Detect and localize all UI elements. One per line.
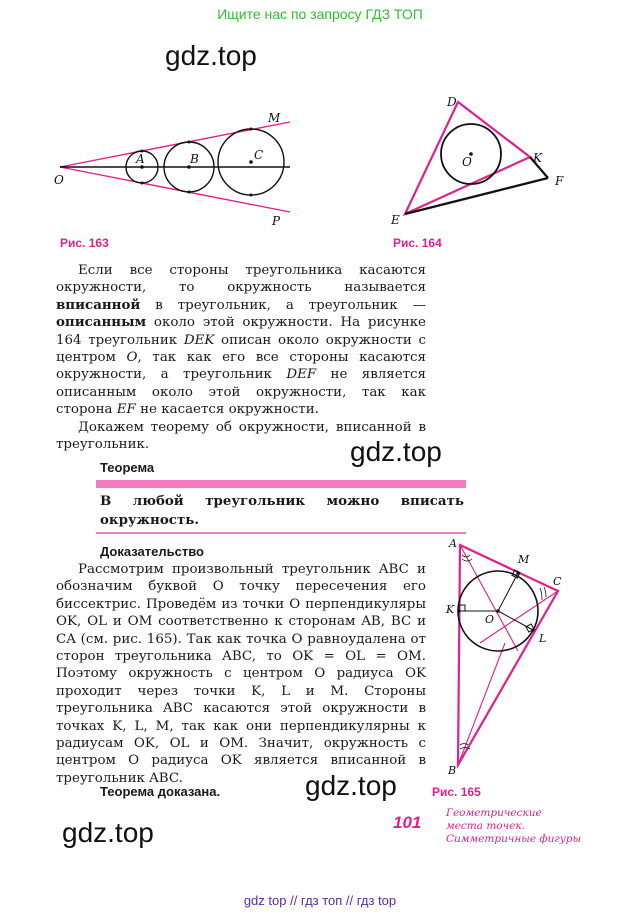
- label-O: O: [485, 613, 495, 626]
- proof-title: Доказательство: [100, 544, 204, 559]
- label-K: K: [533, 151, 542, 165]
- side-note-line: Симметричные фигуры: [446, 833, 582, 845]
- label-A: A: [136, 152, 145, 166]
- theorem-bar: [96, 480, 466, 488]
- paragraph-intro: Докажем теорему об окружности, вписанной в треугольник.: [56, 419, 426, 453]
- label-B: B: [448, 764, 457, 777]
- figure-164: [385, 92, 575, 232]
- label-O: O: [54, 173, 64, 187]
- watermark: gdz.top: [350, 436, 442, 467]
- label-K: K: [446, 603, 455, 616]
- theorem-statement: В любой треугольник можно вписать окружность.: [100, 493, 464, 528]
- caption-fig-163: Рис. 163: [60, 236, 109, 250]
- figure-165: [440, 533, 570, 778]
- proof-text: Рассмотрим произвольный треугольник ABC и обозначим буквой O точку пересечения его биссектрис. Проведём из точки O перпендикуляры OK, OL и OM соответственно к сторонам AB, BC и CA (см. рис. 165). Так как точка O равноудалена от сторон треугольника ABC, то OK = OL = OM. Поэтому окружность с центром O радиуса OK проходит через точки K, L и M. Стороны треугольника ABC касаются этой окружности в точках K, L, M, так как они перпендикулярны к радиусам OK, OL и OM. Значит, окружность с центром O радиуса OK является вписанной в треугольник ABC.: [56, 562, 426, 786]
- label-E: E: [391, 213, 400, 227]
- label-M: M: [518, 553, 530, 566]
- label-D: D: [447, 95, 457, 109]
- theorem-divider: [96, 532, 466, 534]
- label-C: C: [553, 575, 562, 588]
- label-F: F: [555, 174, 564, 188]
- side-note-line: Геометрические: [446, 807, 542, 819]
- page-number: 101: [393, 813, 422, 832]
- promo-banner: Ищите нас по запросу ГДЗ ТОП: [217, 6, 423, 22]
- label-A: A: [449, 537, 457, 550]
- label-B: B: [190, 152, 199, 166]
- label-L: L: [539, 632, 547, 645]
- side-note: [446, 807, 581, 846]
- label-M: M: [268, 111, 281, 125]
- figure-163: [50, 105, 310, 235]
- caption-fig-164: Рис. 164: [393, 236, 442, 250]
- watermark: gdz.top: [305, 770, 397, 801]
- watermark: gdz.top: [165, 40, 257, 71]
- theorem-title: Теорема: [100, 460, 155, 475]
- side-note-line: места точек.: [446, 820, 525, 832]
- label-C: C: [254, 148, 264, 162]
- label-P: P: [272, 214, 281, 228]
- footer-links[interactable]: gdz top // гдз топ // гдз top: [243, 893, 397, 908]
- label-O: O: [462, 155, 472, 169]
- watermark: gdz.top: [62, 817, 154, 848]
- paragraph-definition: Если все стороны треугольника касаются окружности, то окружность называется вписанной в треугольник, а треугольник — описанным около этой окружности. На рисунке 164 треугольник DEK описан около окружности с центром O, так как его все стороны касаются окружности, а треугольник DEF не является описанным около этой окружности, так как сторона EF не касается окружности. Докажем теорему об окружности, вписанной в треугольник.: [56, 263, 426, 453]
- caption-fig-165: Рис. 165: [432, 785, 481, 799]
- proof-conclusion: Теорема доказана.: [100, 784, 221, 799]
